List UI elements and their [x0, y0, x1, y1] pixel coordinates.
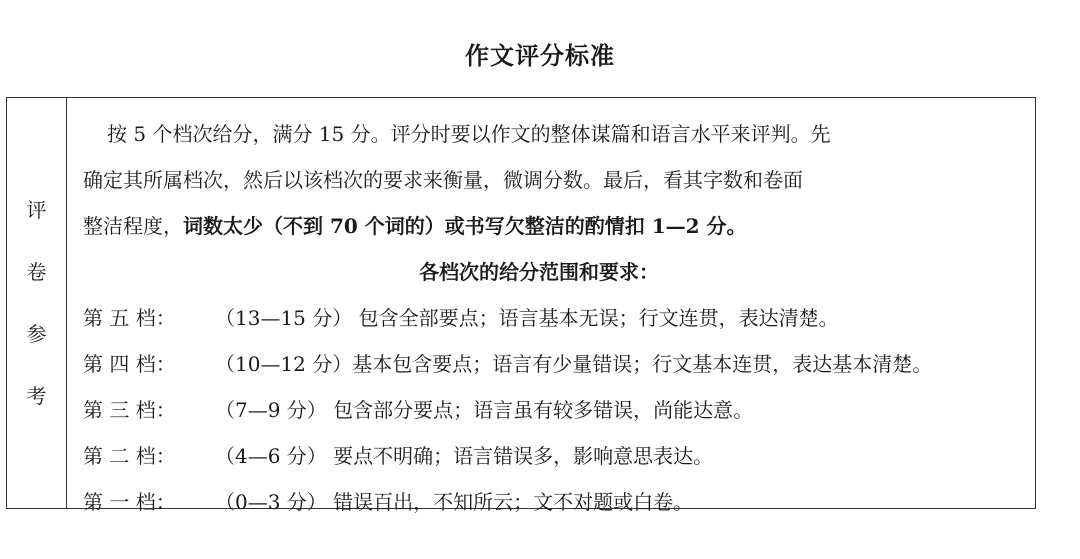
level-label: 第 五 档： [83, 306, 176, 330]
level-range: （7—9 分） [215, 398, 327, 422]
level-row [83, 295, 1035, 341]
level-desc: 包含全部要点；语言基本无误；行文连贯，表达清楚。 [352, 306, 839, 330]
scoring-table [6, 97, 1036, 514]
side-label-column [7, 98, 67, 508]
intro-line-3 [83, 203, 1035, 249]
intro-line-3-normal: 整洁程度， [83, 214, 183, 238]
document-title: 作文评分标准 [465, 42, 615, 70]
level-row [83, 479, 1035, 525]
level-desc: 错误百出，不知所云；文不对题或白卷。 [326, 490, 694, 514]
side-label-char: 参 [26, 322, 47, 346]
levels-subtitle: 各档次的给分范围和要求： [419, 260, 659, 284]
level-range: （4—6 分） [215, 444, 327, 468]
deduction-rule: 词数太少（不到 70 个词的）或书写欠整洁的酌情扣 1—2 分。 [183, 214, 747, 238]
level-desc: 包含部分要点；语言虽有较多错误，尚能达意。 [326, 398, 754, 422]
level-row [83, 433, 1035, 479]
side-label-char: 考 [26, 384, 47, 408]
side-label-char: 卷 [26, 260, 47, 284]
level-label: 第 二 档： [83, 444, 176, 468]
level-row [83, 387, 1035, 433]
scoring-content [67, 98, 1035, 514]
level-label: 第 四 档： [83, 352, 176, 376]
level-label: 第 三 档： [83, 398, 176, 422]
level-row [83, 341, 1035, 387]
side-label-char: 评 [26, 198, 47, 222]
level-desc: 要点不明确；语言错误多，影响意思表达。 [326, 444, 714, 468]
level-range: （13—15 分） [215, 306, 353, 330]
level-range: （0—3 分） [215, 490, 327, 514]
level-label: 第 一 档： [83, 490, 176, 514]
intro-line-1: 按 5 个档次给分，满分 15 分。评分时要以作文的整体谋篇和语言水平来评判。先 [107, 122, 831, 146]
level-range: （10—12 分） [215, 352, 353, 376]
level-desc: 基本包含要点；语言有少量错误；行文基本连贯，表达基本清楚。 [352, 352, 933, 376]
intro-line-2: 确定其所属档次，然后以该档次的要求来衡量，微调分数。最后，看其字数和卷面 [83, 168, 803, 192]
